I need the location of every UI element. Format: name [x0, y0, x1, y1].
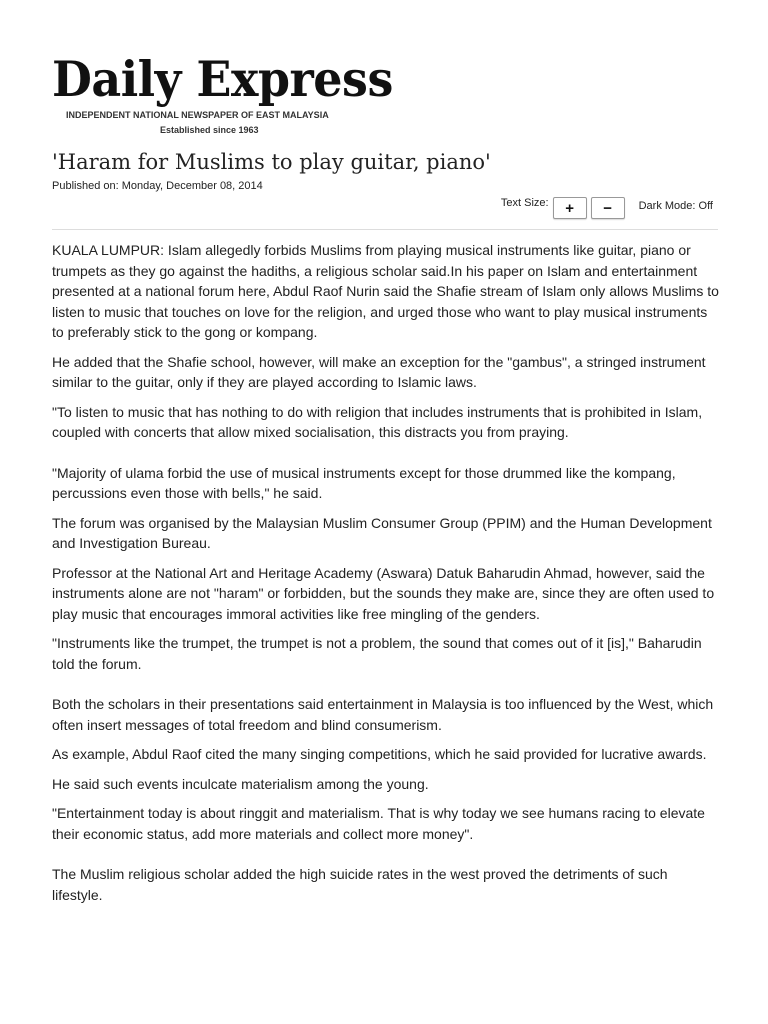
article-paragraph: The Muslim religious scholar added the high suicide rates in the west proved the detriments of such lifestyle. [52, 866, 668, 903]
article-paragraph: "Instruments like the trumpet, the trumpet is not a problem, the sound that comes out of it [is]," Baharudin told the forum. [52, 635, 702, 672]
published-date: Published on: Monday, December 08, 2014 [52, 180, 263, 192]
article-paragraph: He said such events inculcate materialism among the young. [52, 775, 429, 792]
article-paragraph: KUALA LUMPUR: Islam allegedly forbids Muslims from playing musical instruments like guitar, piano or trumpets as they go against the hadiths, a religious scholar said.In his paper on Islam and entertainment presented at a national forum here, Abdul Raof Nurin said the Shafie stream of Islam only allows Muslims to listen to music that touches on love for the religion, and urged those who want to play musical instruments to preferably stick to the gong or kompang. [52, 242, 719, 340]
header-divider [52, 229, 718, 230]
daily-express-logo[interactable]: Daily Express [52, 51, 393, 108]
article-paragraph: Both the scholars in their presentations said entertainment in Malaysia is too influenced by the West, which often insert messages of total freedom and blind consumerism. [52, 696, 714, 733]
article-paragraph: "Majority of ulama forbid the use of musical instruments except for those drummed like the kompang, percussions even those with bells," he said. [52, 464, 676, 501]
article-headline: 'Haram for Muslims to play guitar, piano' [52, 150, 491, 174]
article-paragraph: Professor at the National Art and Heritage Academy (Aswara) Datuk Baharudin Ahmad, however, said the instruments alone are not "haram" or forbidden, but the sounds they make are, since they are often used to play music that encourages immoral activities like free mingling of the genders. [52, 564, 715, 622]
masthead-tagline: INDEPENDENT NATIONAL NEWSPAPER OF EAST MALAYSIA [66, 110, 329, 120]
masthead [52, 50, 393, 135]
decrease-text-size-button[interactable]: − [591, 197, 625, 219]
masthead-established: Established since 1963 [160, 125, 259, 135]
article-paragraph: As example, Abdul Raof cited the many singing competitions, which he said provided for lucrative awards. [52, 746, 707, 762]
article-paragraph: The forum was organised by the Malaysian Muslim Consumer Group (PPIM) and the Human Development and Investigation Bureau. [52, 514, 712, 551]
article-paragraph: "Entertainment today is about ringgit and materialism. That is why today we see humans racing to elevate their economic status, add more materials and collect more money". [52, 805, 705, 842]
article-paragraph: He added that the Shafie school, however, will make an exception for the "gambus", a stringed instrument similar to the guitar, only if they are played according to Islamic laws. [52, 353, 706, 390]
article-body [52, 240, 720, 914]
reading-controls [501, 193, 713, 217]
dark-mode-toggle[interactable]: Dark Mode: Off [638, 200, 713, 212]
increase-text-size-button[interactable]: + [553, 197, 587, 219]
text-size-label: Text Size: [500, 197, 549, 209]
article-paragraph: "To listen to music that has nothing to do with religion that includes instruments that is prohibited in Islam, coupled with concerts that allow mixed socialisation, this distracts you from praying. [52, 403, 703, 440]
